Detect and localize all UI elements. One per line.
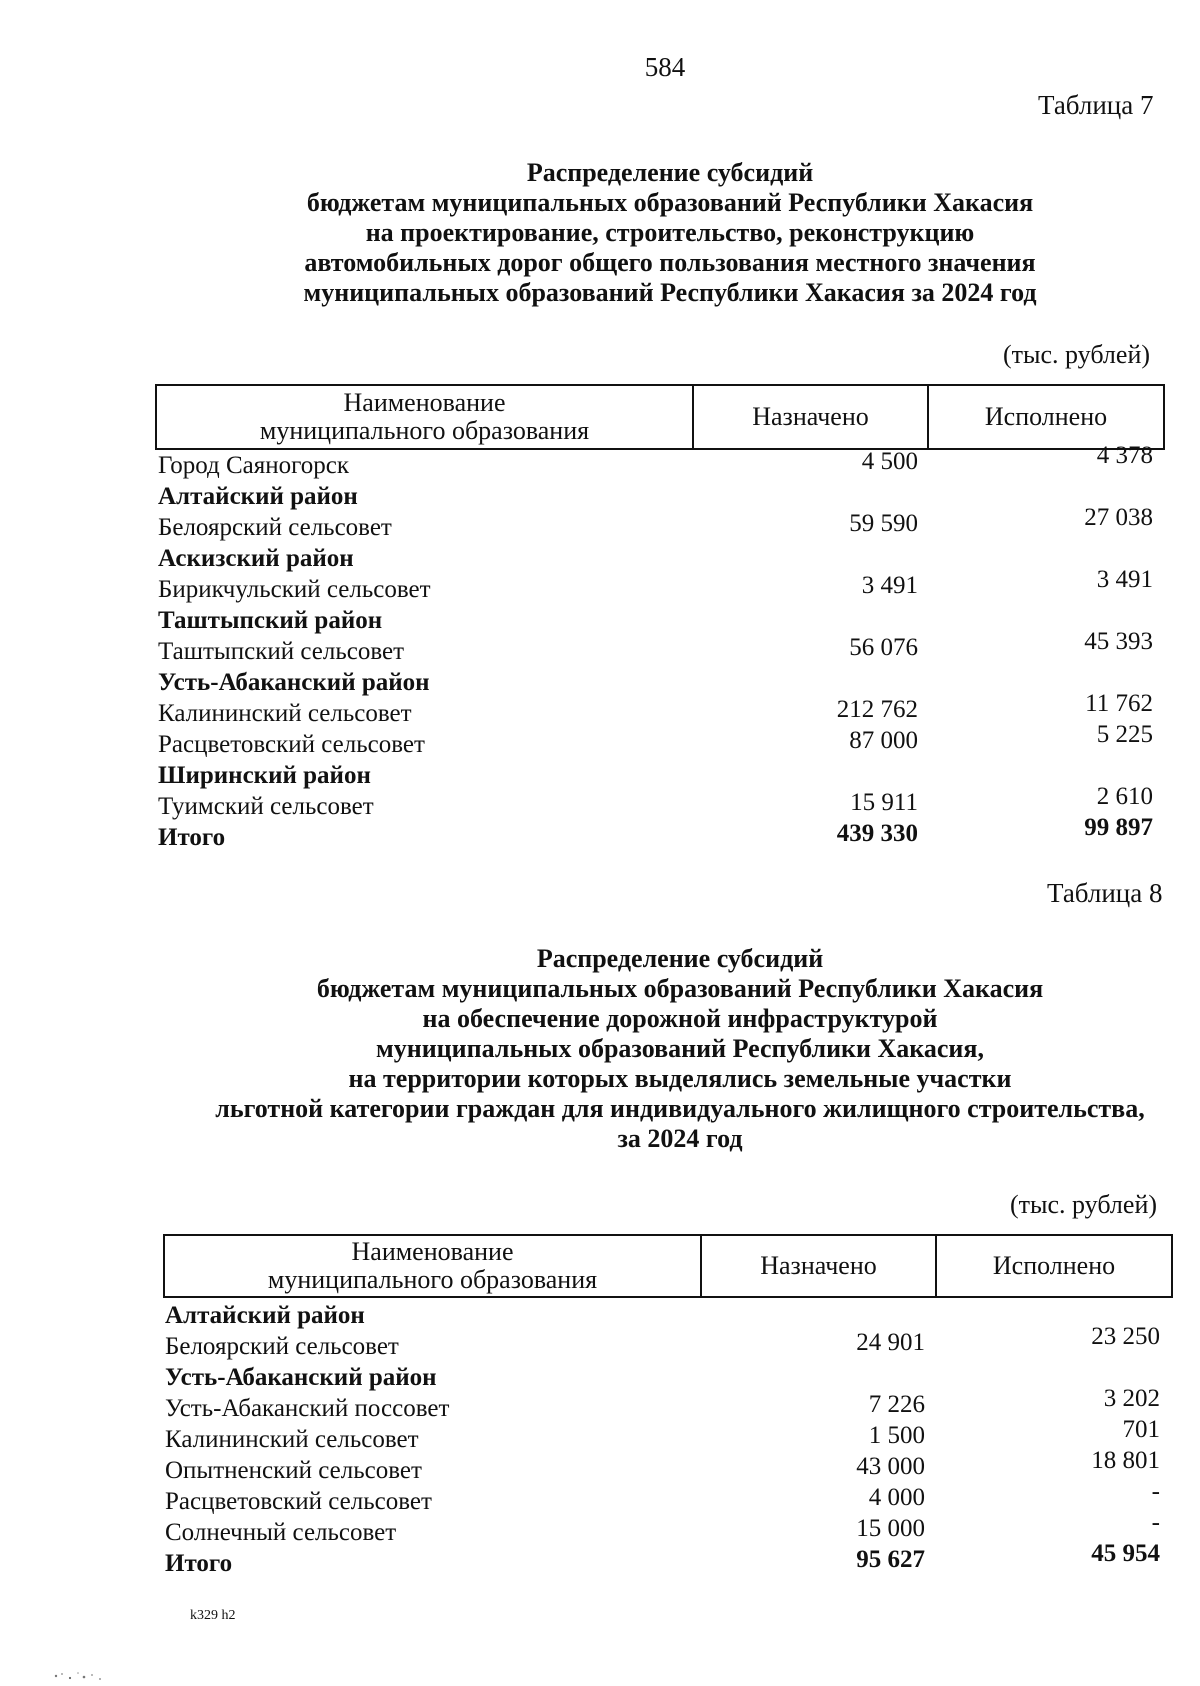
row-executed: 5 225 [1096,721,1153,748]
table-row [165,1478,1175,1519]
row-assigned: 15 911 [850,789,918,816]
table-group-row [158,483,1168,514]
table8-title-line: льготной категории граждан для индивидуального жилищного строительства, [215,1094,1145,1123]
row-name: Туимский сельсовет [158,793,374,820]
row-name: Бирикчульский сельсовет [158,576,431,603]
row-executed: 2 610 [1096,783,1153,810]
table-row [165,1385,1175,1426]
table8-header [163,1234,1173,1298]
row-name: Калининский сельсовет [165,1426,419,1453]
table-group-row [158,669,1168,700]
table-row [158,504,1168,545]
row-name: Опытненский сельсовет [165,1457,422,1484]
scan-noise-mark [48,1668,108,1682]
table-row [158,628,1168,669]
table-row [158,721,1168,762]
row-assigned: 439 330 [836,820,918,847]
table-group-row [158,762,1168,793]
table7-title-line: автомобильных дорог общего пользования местного значения [304,248,1036,277]
row-assigned: 4 000 [868,1484,925,1511]
row-executed: - [1151,1509,1160,1536]
row-assigned: 3 491 [861,572,918,599]
row-executed: 45 954 [1091,1540,1160,1567]
table8-units: (тыс. рублей) [1010,1190,1158,1219]
table7-title [140,158,1200,308]
table-total-row [158,814,1168,855]
table8-body [165,1302,1175,1581]
table-group-row [158,545,1168,576]
row-name: Усть-Абаканский поссовет [165,1395,450,1422]
table7-header-name [157,386,694,448]
table-group-row [165,1364,1175,1395]
page-number: 584 [644,52,686,82]
table-row [165,1509,1175,1550]
table-row [158,566,1168,607]
row-assigned: 212 762 [836,696,918,723]
table7-units: (тыс. рублей) [1003,340,1151,369]
table8-title [150,944,1200,1154]
row-name: Усть-Абаканский район [165,1364,437,1391]
table-row [165,1447,1175,1488]
table7-title-line: Распределение субсидий [526,158,814,187]
row-executed: 18 801 [1091,1447,1160,1474]
table-group-row [158,607,1168,638]
row-name: Алтайский район [165,1302,365,1329]
row-executed: 701 [1122,1416,1160,1443]
table8-title-line: муниципальных образований Республики Хакасия, [376,1034,984,1063]
table-row [158,783,1168,824]
row-executed: 23 250 [1091,1323,1160,1350]
table-row [165,1323,1175,1364]
row-executed: 3 202 [1103,1385,1160,1412]
row-assigned: 56 076 [849,634,918,661]
row-executed: - [1151,1478,1160,1505]
table8-title-line: на обеспечение дорожной инфраструктурой [422,1004,938,1033]
row-assigned: 1 500 [868,1422,925,1449]
row-assigned: 59 590 [849,510,918,537]
row-name: Ширинский район [158,762,371,789]
table7-title-line: бюджетам муниципальных образований Республики Хакасия [306,188,1034,217]
table-row [165,1416,1175,1457]
table8-title-line: Распределение субсидий [536,944,824,973]
table8-header-name-line1: Наименование [351,1237,514,1266]
table7-title-line: муниципальных образований Республики Хакасия за 2024 год [303,278,1037,307]
row-name: Расцветовский сельсовет [165,1488,432,1515]
row-assigned: 24 901 [856,1329,925,1356]
table8-label: Таблица 8 [1047,878,1163,908]
table-group-row [165,1302,1175,1333]
table8-header-name-line2: муниципального образования [267,1265,598,1294]
table7-label: Таблица 7 [1038,90,1154,120]
row-name: Таштыпский сельсовет [158,638,404,665]
table-total-row [165,1540,1175,1581]
table7-header [155,384,1165,450]
row-name: Расцветовский сельсовет [158,731,425,758]
row-name: Итого [165,1550,233,1577]
row-name: Белоярский сельсовет [165,1333,399,1360]
row-name: Итого [158,824,226,851]
row-name: Калининский сельсовет [158,700,412,727]
row-executed: 4 378 [1096,442,1153,469]
footer-code: k329 h2 [190,1608,236,1623]
row-executed: 99 897 [1084,814,1153,841]
row-assigned: 87 000 [849,727,918,754]
table8-header-executed: Исполнено [992,1251,1116,1280]
table7-header-name-line2: муниципального образования [259,416,590,445]
row-assigned: 7 226 [868,1391,925,1418]
row-name: Аскизский район [158,545,354,572]
table8-title-line: на территории которых выделялись земельные участки [348,1064,1012,1093]
row-name: Белоярский сельсовет [158,514,392,541]
row-assigned: 15 000 [856,1515,925,1542]
row-assigned: 43 000 [856,1453,925,1480]
row-assigned: 4 500 [861,448,918,475]
row-executed: 3 491 [1096,566,1153,593]
row-name: Солнечный сельсовет [165,1519,397,1546]
row-name: Алтайский район [158,483,358,510]
row-executed: 45 393 [1084,628,1153,655]
table8-title-line: за 2024 год [617,1124,743,1153]
table7-header-executed: Исполнено [984,402,1108,431]
row-executed: 11 762 [1085,690,1153,717]
row-assigned: 95 627 [856,1546,925,1573]
row-name: Город Саяногорск [158,452,350,479]
row-name: Таштыпский район [158,607,383,634]
table7-header-name-line1: Наименование [343,388,506,417]
table7-body [158,442,1168,855]
table7-header-assigned: Назначено [694,386,929,448]
table-row [158,442,1168,483]
table-row [158,690,1168,731]
row-executed: 27 038 [1084,504,1153,531]
table8-header-name [165,1236,702,1296]
table8-title-line: бюджетам муниципальных образований Республики Хакасия [316,974,1044,1003]
table7-title-line: на проектирование, строительство, реконструкцию [365,218,975,247]
row-name: Усть-Абаканский район [158,669,430,696]
table8-header-assigned: Назначено [702,1236,937,1296]
